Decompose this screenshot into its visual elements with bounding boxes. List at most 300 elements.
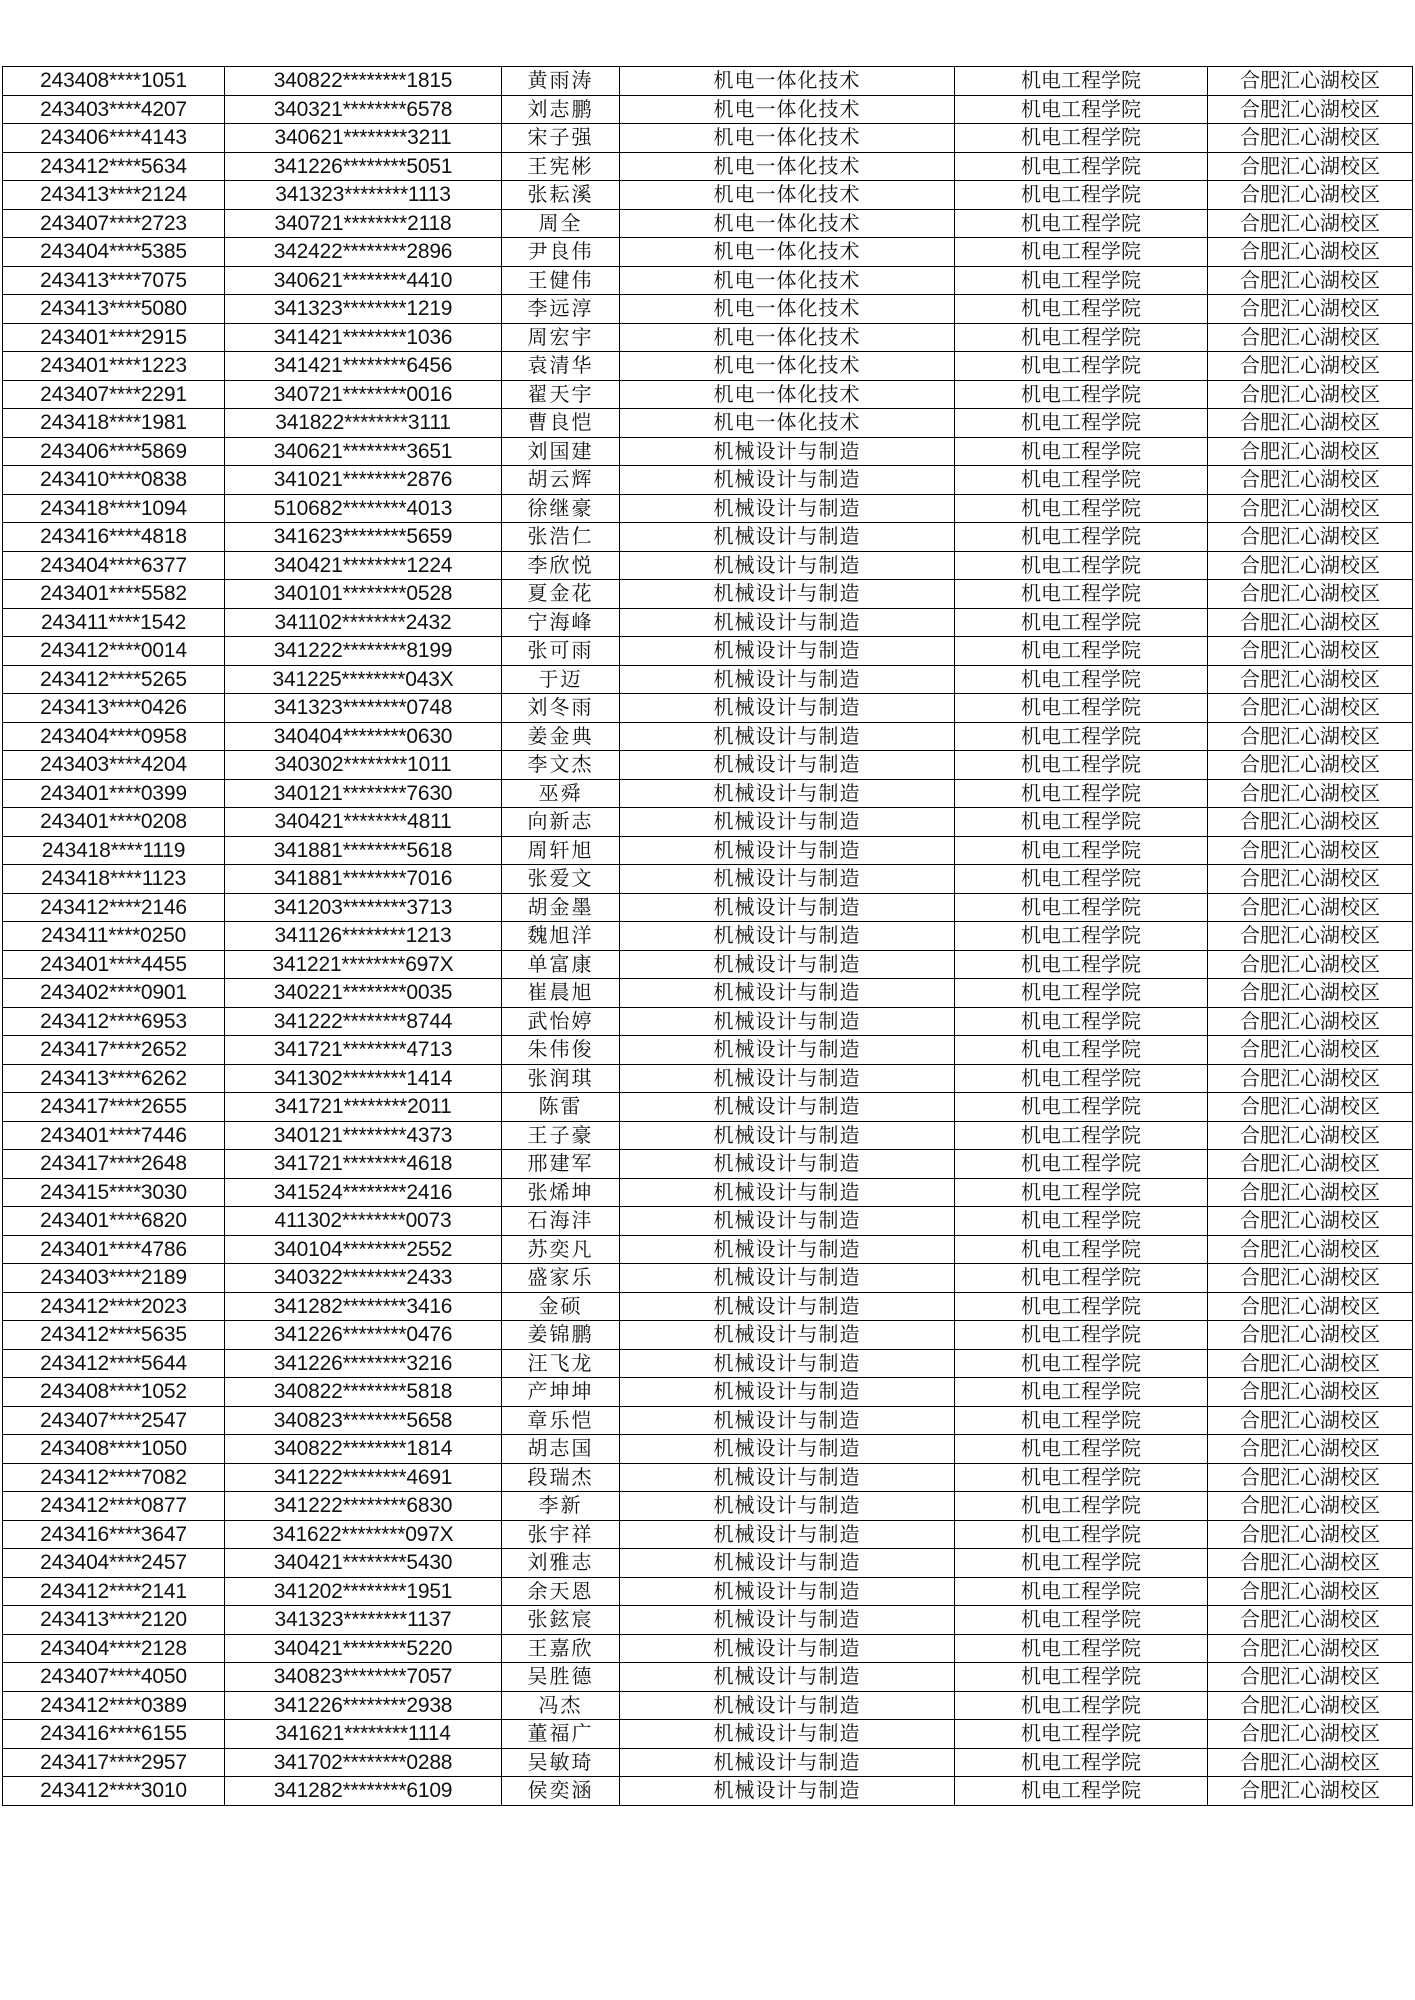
- id-number-cell: 341222********6830: [225, 1492, 502, 1521]
- table-row: [3, 409, 1413, 438]
- table-row: [3, 1691, 1413, 1720]
- college-cell: 机电工程学院: [955, 1577, 1208, 1606]
- campus-cell: 合肥汇心湖校区: [1208, 893, 1413, 922]
- campus-cell: 合肥汇心湖校区: [1208, 238, 1413, 267]
- major-cell: 机械设计与制造: [620, 694, 955, 723]
- college-cell: 机电工程学院: [955, 409, 1208, 438]
- name-cell: 陈雷: [502, 1093, 620, 1122]
- table-row: [3, 1549, 1413, 1578]
- name-cell: 胡志国: [502, 1435, 620, 1464]
- id-number-cell: 341226********0476: [225, 1321, 502, 1350]
- name-cell: 宋子强: [502, 124, 620, 153]
- campus-cell: 合肥汇心湖校区: [1208, 580, 1413, 609]
- major-cell: 机械设计与制造: [620, 637, 955, 666]
- table-row: [3, 238, 1413, 267]
- table-row: [3, 950, 1413, 979]
- major-cell: 机械设计与制造: [620, 1691, 955, 1720]
- major-cell: 机械设计与制造: [620, 551, 955, 580]
- table-row: [3, 779, 1413, 808]
- student-number-cell: 243411****0250: [3, 922, 225, 951]
- name-cell: 苏奕凡: [502, 1235, 620, 1264]
- student-number-cell: 243413****5080: [3, 295, 225, 324]
- name-cell: 姜锦鹏: [502, 1321, 620, 1350]
- student-number-cell: 243407****2291: [3, 380, 225, 409]
- name-cell: 侯奕涵: [502, 1777, 620, 1806]
- table-row: [3, 1007, 1413, 1036]
- major-cell: 机械设计与制造: [620, 608, 955, 637]
- name-cell: 王子豪: [502, 1121, 620, 1150]
- id-number-cell: 341226********2938: [225, 1691, 502, 1720]
- name-cell: 宁海峰: [502, 608, 620, 637]
- major-cell: 机械设计与制造: [620, 1007, 955, 1036]
- table-row: [3, 437, 1413, 466]
- college-cell: 机电工程学院: [955, 893, 1208, 922]
- id-number-cell: 341282********6109: [225, 1777, 502, 1806]
- id-number-cell: 342422********2896: [225, 238, 502, 267]
- student-number-cell: 243412****0389: [3, 1691, 225, 1720]
- table-row: [3, 266, 1413, 295]
- table-row: [3, 551, 1413, 580]
- id-number-cell: 340101********0528: [225, 580, 502, 609]
- id-number-cell: 340302********1011: [225, 751, 502, 780]
- major-cell: 机电一体化技术: [620, 209, 955, 238]
- campus-cell: 合肥汇心湖校区: [1208, 865, 1413, 894]
- college-cell: 机电工程学院: [955, 1435, 1208, 1464]
- table-row: [3, 1036, 1413, 1065]
- major-cell: 机械设计与制造: [620, 1121, 955, 1150]
- campus-cell: 合肥汇心湖校区: [1208, 551, 1413, 580]
- student-number-cell: 243412****5634: [3, 152, 225, 181]
- student-number-cell: 243404****0958: [3, 722, 225, 751]
- student-number-cell: 243404****2457: [3, 1549, 225, 1578]
- table-row: [3, 181, 1413, 210]
- major-cell: 机械设计与制造: [620, 1321, 955, 1350]
- major-cell: 机械设计与制造: [620, 1577, 955, 1606]
- table-row: [3, 1463, 1413, 1492]
- campus-cell: 合肥汇心湖校区: [1208, 67, 1413, 96]
- table-row: [3, 1577, 1413, 1606]
- major-cell: 机电一体化技术: [620, 67, 955, 96]
- student-number-cell: 243408****1050: [3, 1435, 225, 1464]
- major-cell: 机械设计与制造: [620, 665, 955, 694]
- campus-cell: 合肥汇心湖校区: [1208, 1264, 1413, 1293]
- college-cell: 机电工程学院: [955, 950, 1208, 979]
- campus-cell: 合肥汇心湖校区: [1208, 494, 1413, 523]
- table-row: [3, 922, 1413, 951]
- name-cell: 周轩旭: [502, 836, 620, 865]
- major-cell: 机械设计与制造: [620, 1207, 955, 1236]
- college-cell: 机电工程学院: [955, 1691, 1208, 1720]
- student-number-cell: 243413****6262: [3, 1064, 225, 1093]
- student-number-cell: 243407****2547: [3, 1406, 225, 1435]
- college-cell: 机电工程学院: [955, 124, 1208, 153]
- name-cell: 张宇祥: [502, 1520, 620, 1549]
- name-cell: 李欣悦: [502, 551, 620, 580]
- college-cell: 机电工程学院: [955, 1748, 1208, 1777]
- name-cell: 汪飞龙: [502, 1349, 620, 1378]
- major-cell: 机械设计与制造: [620, 865, 955, 894]
- campus-cell: 合肥汇心湖校区: [1208, 1007, 1413, 1036]
- major-cell: 机械设计与制造: [620, 1235, 955, 1264]
- name-cell: 徐继豪: [502, 494, 620, 523]
- major-cell: 机械设计与制造: [620, 1520, 955, 1549]
- student-number-cell: 243412****0877: [3, 1492, 225, 1521]
- major-cell: 机械设计与制造: [620, 437, 955, 466]
- campus-cell: 合肥汇心湖校区: [1208, 1378, 1413, 1407]
- table-row: [3, 1777, 1413, 1806]
- college-cell: 机电工程学院: [955, 466, 1208, 495]
- major-cell: 机电一体化技术: [620, 323, 955, 352]
- table-row: [3, 1292, 1413, 1321]
- campus-cell: 合肥汇心湖校区: [1208, 694, 1413, 723]
- campus-cell: 合肥汇心湖校区: [1208, 152, 1413, 181]
- id-number-cell: 341226********5051: [225, 152, 502, 181]
- student-number-cell: 243401****0399: [3, 779, 225, 808]
- table-row: [3, 608, 1413, 637]
- college-cell: 机电工程学院: [955, 1150, 1208, 1179]
- student-number-cell: 243402****0901: [3, 979, 225, 1008]
- id-number-cell: 340822********1814: [225, 1435, 502, 1464]
- student-number-cell: 243407****4050: [3, 1663, 225, 1692]
- major-cell: 机电一体化技术: [620, 352, 955, 381]
- id-number-cell: 340822********1815: [225, 67, 502, 96]
- table-row: [3, 1492, 1413, 1521]
- table-row: [3, 1406, 1413, 1435]
- id-number-cell: 340421********5220: [225, 1634, 502, 1663]
- name-cell: 张可雨: [502, 637, 620, 666]
- campus-cell: 合肥汇心湖校区: [1208, 1520, 1413, 1549]
- college-cell: 机电工程学院: [955, 665, 1208, 694]
- student-number-cell: 243401****7446: [3, 1121, 225, 1150]
- major-cell: 机械设计与制造: [620, 722, 955, 751]
- table-row: [3, 1093, 1413, 1122]
- college-cell: 机电工程学院: [955, 95, 1208, 124]
- student-number-cell: 243416****3647: [3, 1520, 225, 1549]
- campus-cell: 合肥汇心湖校区: [1208, 352, 1413, 381]
- campus-cell: 合肥汇心湖校区: [1208, 409, 1413, 438]
- major-cell: 机械设计与制造: [620, 1349, 955, 1378]
- college-cell: 机电工程学院: [955, 1777, 1208, 1806]
- student-number-cell: 243413****2124: [3, 181, 225, 210]
- major-cell: 机械设计与制造: [620, 922, 955, 951]
- student-number-cell: 243417****2648: [3, 1150, 225, 1179]
- name-cell: 刘冬雨: [502, 694, 620, 723]
- college-cell: 机电工程学院: [955, 209, 1208, 238]
- college-cell: 机电工程学院: [955, 580, 1208, 609]
- id-number-cell: 341021********2876: [225, 466, 502, 495]
- college-cell: 机电工程学院: [955, 1235, 1208, 1264]
- student-roster-table: [2, 66, 1413, 1806]
- student-number-cell: 243413****7075: [3, 266, 225, 295]
- id-number-cell: 341323********0748: [225, 694, 502, 723]
- student-number-cell: 243417****2957: [3, 1748, 225, 1777]
- name-cell: 周全: [502, 209, 620, 238]
- campus-cell: 合肥汇心湖校区: [1208, 95, 1413, 124]
- name-cell: 刘志鹏: [502, 95, 620, 124]
- name-cell: 吴敏琦: [502, 1748, 620, 1777]
- campus-cell: 合肥汇心湖校区: [1208, 295, 1413, 324]
- major-cell: 机械设计与制造: [620, 979, 955, 1008]
- id-number-cell: 340621********4410: [225, 266, 502, 295]
- college-cell: 机电工程学院: [955, 1378, 1208, 1407]
- student-number-cell: 243410****0838: [3, 466, 225, 495]
- student-number-cell: 243407****2723: [3, 209, 225, 238]
- name-cell: 向新志: [502, 808, 620, 837]
- college-cell: 机电工程学院: [955, 437, 1208, 466]
- major-cell: 机械设计与制造: [620, 1634, 955, 1663]
- student-number-cell: 243418****1981: [3, 409, 225, 438]
- student-number-cell: 243413****0426: [3, 694, 225, 723]
- id-number-cell: 340121********4373: [225, 1121, 502, 1150]
- student-number-cell: 243403****2189: [3, 1264, 225, 1293]
- college-cell: 机电工程学院: [955, 152, 1208, 181]
- major-cell: 机电一体化技术: [620, 409, 955, 438]
- major-cell: 机械设计与制造: [620, 1036, 955, 1065]
- campus-cell: 合肥汇心湖校区: [1208, 523, 1413, 552]
- college-cell: 机电工程学院: [955, 751, 1208, 780]
- college-cell: 机电工程学院: [955, 637, 1208, 666]
- campus-cell: 合肥汇心湖校区: [1208, 1435, 1413, 1464]
- id-number-cell: 340421********1224: [225, 551, 502, 580]
- major-cell: 机械设计与制造: [620, 836, 955, 865]
- id-number-cell: 340823********5658: [225, 1406, 502, 1435]
- id-number-cell: 341222********8744: [225, 1007, 502, 1036]
- table-row: [3, 1178, 1413, 1207]
- name-cell: 金硕: [502, 1292, 620, 1321]
- table-row: [3, 1520, 1413, 1549]
- student-number-cell: 243401****4786: [3, 1235, 225, 1264]
- table-row: [3, 580, 1413, 609]
- campus-cell: 合肥汇心湖校区: [1208, 1720, 1413, 1749]
- name-cell: 王嘉欣: [502, 1634, 620, 1663]
- name-cell: 武怡婷: [502, 1007, 620, 1036]
- table-row: [3, 209, 1413, 238]
- name-cell: 段瑞杰: [502, 1463, 620, 1492]
- name-cell: 胡云辉: [502, 466, 620, 495]
- student-number-cell: 243417****2652: [3, 1036, 225, 1065]
- name-cell: 吴胜德: [502, 1663, 620, 1692]
- table-row: [3, 836, 1413, 865]
- name-cell: 董福广: [502, 1720, 620, 1749]
- table-row: [3, 1150, 1413, 1179]
- table-row: [3, 1207, 1413, 1236]
- name-cell: 李新: [502, 1492, 620, 1521]
- campus-cell: 合肥汇心湖校区: [1208, 209, 1413, 238]
- student-number-cell: 243408****1052: [3, 1378, 225, 1407]
- name-cell: 冯杰: [502, 1691, 620, 1720]
- campus-cell: 合肥汇心湖校区: [1208, 808, 1413, 837]
- college-cell: 机电工程学院: [955, 1549, 1208, 1578]
- student-number-cell: 243412****5265: [3, 665, 225, 694]
- id-number-cell: 341721********4713: [225, 1036, 502, 1065]
- id-number-cell: 340822********5818: [225, 1378, 502, 1407]
- id-number-cell: 340421********5430: [225, 1549, 502, 1578]
- table-row: [3, 523, 1413, 552]
- name-cell: 单富康: [502, 950, 620, 979]
- college-cell: 机电工程学院: [955, 1349, 1208, 1378]
- id-number-cell: 341881********5618: [225, 836, 502, 865]
- major-cell: 机电一体化技术: [620, 152, 955, 181]
- name-cell: 石海沣: [502, 1207, 620, 1236]
- major-cell: 机械设计与制造: [620, 494, 955, 523]
- college-cell: 机电工程学院: [955, 551, 1208, 580]
- table-row: [3, 1235, 1413, 1264]
- id-number-cell: 341102********2432: [225, 608, 502, 637]
- campus-cell: 合肥汇心湖校区: [1208, 1577, 1413, 1606]
- table-row: [3, 808, 1413, 837]
- major-cell: 机械设计与制造: [620, 1064, 955, 1093]
- id-number-cell: 341226********3216: [225, 1349, 502, 1378]
- id-number-cell: 341202********1951: [225, 1577, 502, 1606]
- campus-cell: 合肥汇心湖校区: [1208, 437, 1413, 466]
- college-cell: 机电工程学院: [955, 1720, 1208, 1749]
- major-cell: 机械设计与制造: [620, 1606, 955, 1635]
- major-cell: 机械设计与制造: [620, 1264, 955, 1293]
- campus-cell: 合肥汇心湖校区: [1208, 1406, 1413, 1435]
- id-number-cell: 341221********697X: [225, 950, 502, 979]
- campus-cell: 合肥汇心湖校区: [1208, 1036, 1413, 1065]
- campus-cell: 合肥汇心湖校区: [1208, 979, 1413, 1008]
- campus-cell: 合肥汇心湖校区: [1208, 1492, 1413, 1521]
- major-cell: 机械设计与制造: [620, 1150, 955, 1179]
- name-cell: 张浩仁: [502, 523, 620, 552]
- id-number-cell: 340321********6578: [225, 95, 502, 124]
- name-cell: 巫舜: [502, 779, 620, 808]
- name-cell: 张润琪: [502, 1064, 620, 1093]
- campus-cell: 合肥汇心湖校区: [1208, 1121, 1413, 1150]
- student-number-cell: 243412****0014: [3, 637, 225, 666]
- name-cell: 崔晨旭: [502, 979, 620, 1008]
- campus-cell: 合肥汇心湖校区: [1208, 836, 1413, 865]
- campus-cell: 合肥汇心湖校区: [1208, 1321, 1413, 1350]
- student-number-cell: 243415****3030: [3, 1178, 225, 1207]
- id-number-cell: 341524********2416: [225, 1178, 502, 1207]
- table-row: [3, 1748, 1413, 1777]
- name-cell: 章乐恺: [502, 1406, 620, 1435]
- campus-cell: 合肥汇心湖校区: [1208, 1349, 1413, 1378]
- id-number-cell: 341702********0288: [225, 1748, 502, 1777]
- id-number-cell: 341282********3416: [225, 1292, 502, 1321]
- name-cell: 胡金墨: [502, 893, 620, 922]
- table-row: [3, 352, 1413, 381]
- table-row: [3, 637, 1413, 666]
- major-cell: 机电一体化技术: [620, 95, 955, 124]
- college-cell: 机电工程学院: [955, 1406, 1208, 1435]
- campus-cell: 合肥汇心湖校区: [1208, 922, 1413, 951]
- campus-cell: 合肥汇心湖校区: [1208, 1777, 1413, 1806]
- student-number-cell: 243401****2915: [3, 323, 225, 352]
- major-cell: 机械设计与制造: [620, 580, 955, 609]
- id-number-cell: 341222********4691: [225, 1463, 502, 1492]
- campus-cell: 合肥汇心湖校区: [1208, 323, 1413, 352]
- college-cell: 机电工程学院: [955, 865, 1208, 894]
- campus-cell: 合肥汇心湖校区: [1208, 779, 1413, 808]
- campus-cell: 合肥汇心湖校区: [1208, 1093, 1413, 1122]
- student-number-cell: 243401****0208: [3, 808, 225, 837]
- college-cell: 机电工程学院: [955, 1492, 1208, 1521]
- name-cell: 尹良伟: [502, 238, 620, 267]
- major-cell: 机械设计与制造: [620, 1093, 955, 1122]
- campus-cell: 合肥汇心湖校区: [1208, 1207, 1413, 1236]
- campus-cell: 合肥汇心湖校区: [1208, 1235, 1413, 1264]
- campus-cell: 合肥汇心湖校区: [1208, 950, 1413, 979]
- name-cell: 余天恩: [502, 1577, 620, 1606]
- college-cell: 机电工程学院: [955, 523, 1208, 552]
- student-number-cell: 243404****5385: [3, 238, 225, 267]
- student-number-cell: 243403****4207: [3, 95, 225, 124]
- id-number-cell: 341881********7016: [225, 865, 502, 894]
- student-number-cell: 243413****2120: [3, 1606, 225, 1635]
- major-cell: 机械设计与制造: [620, 1549, 955, 1578]
- name-cell: 刘国建: [502, 437, 620, 466]
- id-number-cell: 341621********1114: [225, 1720, 502, 1749]
- college-cell: 机电工程学院: [955, 979, 1208, 1008]
- campus-cell: 合肥汇心湖校区: [1208, 266, 1413, 295]
- student-number-cell: 243416****4818: [3, 523, 225, 552]
- table-row: [3, 152, 1413, 181]
- campus-cell: 合肥汇心湖校区: [1208, 124, 1413, 153]
- college-cell: 机电工程学院: [955, 266, 1208, 295]
- campus-cell: 合肥汇心湖校区: [1208, 608, 1413, 637]
- id-number-cell: 341222********8199: [225, 637, 502, 666]
- major-cell: 机械设计与制造: [620, 751, 955, 780]
- student-number-cell: 243401****4455: [3, 950, 225, 979]
- campus-cell: 合肥汇心湖校区: [1208, 1606, 1413, 1635]
- table-row: [3, 751, 1413, 780]
- id-number-cell: 340621********3211: [225, 124, 502, 153]
- table-row: [3, 665, 1413, 694]
- id-number-cell: 340322********2433: [225, 1264, 502, 1293]
- college-cell: 机电工程学院: [955, 1178, 1208, 1207]
- major-cell: 机电一体化技术: [620, 124, 955, 153]
- college-cell: 机电工程学院: [955, 808, 1208, 837]
- college-cell: 机电工程学院: [955, 1463, 1208, 1492]
- college-cell: 机电工程学院: [955, 1064, 1208, 1093]
- table-row: [3, 124, 1413, 153]
- id-number-cell: 340404********0630: [225, 722, 502, 751]
- major-cell: 机械设计与制造: [620, 1748, 955, 1777]
- id-number-cell: 340823********7057: [225, 1663, 502, 1692]
- campus-cell: 合肥汇心湖校区: [1208, 1549, 1413, 1578]
- student-number-cell: 243412****7082: [3, 1463, 225, 1492]
- name-cell: 王宪彬: [502, 152, 620, 181]
- college-cell: 机电工程学院: [955, 181, 1208, 210]
- student-number-cell: 243404****2128: [3, 1634, 225, 1663]
- campus-cell: 合肥汇心湖校区: [1208, 751, 1413, 780]
- campus-cell: 合肥汇心湖校区: [1208, 1064, 1413, 1093]
- table-row: [3, 979, 1413, 1008]
- id-number-cell: 340221********0035: [225, 979, 502, 1008]
- name-cell: 张爱文: [502, 865, 620, 894]
- id-number-cell: 510682********4013: [225, 494, 502, 523]
- name-cell: 张烯坤: [502, 1178, 620, 1207]
- roster-body: [3, 67, 1413, 1806]
- id-number-cell: 341622********097X: [225, 1520, 502, 1549]
- major-cell: 机械设计与制造: [620, 1463, 955, 1492]
- campus-cell: 合肥汇心湖校区: [1208, 1691, 1413, 1720]
- id-number-cell: 341421********1036: [225, 323, 502, 352]
- id-number-cell: 341623********5659: [225, 523, 502, 552]
- college-cell: 机电工程学院: [955, 694, 1208, 723]
- name-cell: 盛家乐: [502, 1264, 620, 1293]
- major-cell: 机械设计与制造: [620, 1663, 955, 1692]
- campus-cell: 合肥汇心湖校区: [1208, 1292, 1413, 1321]
- table-row: [3, 1720, 1413, 1749]
- table-row: [3, 1064, 1413, 1093]
- student-number-cell: 243416****6155: [3, 1720, 225, 1749]
- major-cell: 机械设计与制造: [620, 779, 955, 808]
- major-cell: 机械设计与制造: [620, 523, 955, 552]
